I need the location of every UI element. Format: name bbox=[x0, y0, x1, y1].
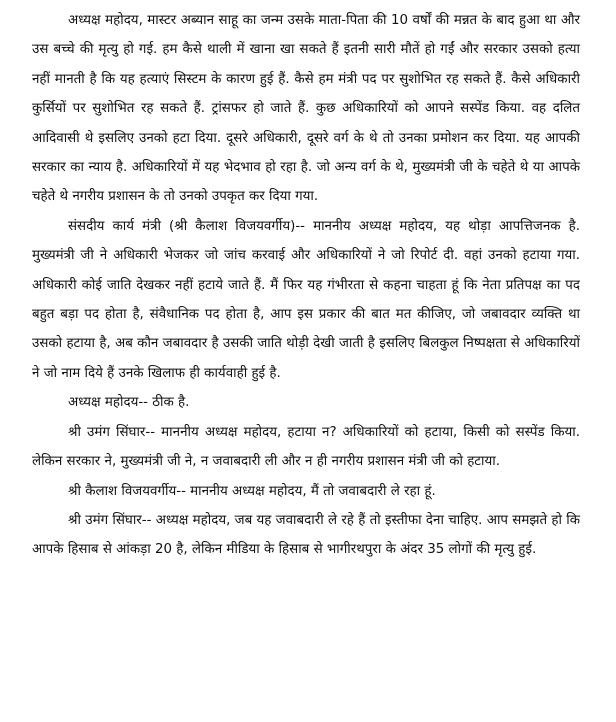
paragraph-speaker-opposition-1: अध्यक्ष महोदय, मास्टर अब्यान साहू का जन्म उसके माता-पिता की 10 वर्षों की मन्नत के बाद हुआ था और उस बच्चे की मृत्यु हो गई. हम कैसे थाली में खाना खा सकते हैं इतनी सारी मौतें हो गईं और सरकार उसको हत्या नहीं मानती है कि यह हत्याएं सिस्टम के कारण हुई हैं. कैसे हम मंत्री पद पर सुशोभित रह सकते हैं. कैसे अधिकारी कुर्सियों पर सुशोभित रह सकते हैं. ट्रांसफर हो जाते हैं. कुछ अधिकारियों को आपने सस्पेंड किया. वह दलित आदिवासी थे इसलिए उनको हटा दिया. दूसरे अधिकारी, दूसरे वर्ग के थे तो उनका प्रमोशन कर दिया. यह आपकी सरकार का न्याय है. अधिकारियों में यह भेदभाव हो रहा है. जो अन्य वर्ग के थे, मुख्यमंत्री जी के चहेते थे या आपके चहेते थे नगरीय प्रशासन के तो उनको उपकृत कर दिया गया. bbox=[32, 13, 580, 205]
paragraph-umang-singhar-1: श्री उमंग सिंघार-- माननीय अध्यक्ष महोदय, हटाया न? अधिकारियों को हटाया, किसी को सस्पेंड किया. लेकिन सरकार ने, मुख्यमंत्री जी ने, न जवाबदारी ली और न ही नगरीय प्रशासन मंत्री जी को हटाया. bbox=[32, 424, 580, 470]
paragraph-kailash-vijayvargiya: श्री कैलाश विजयवर्गीय-- माननीय अध्यक्ष महोदय, मैं तो जवाबदारी ले रहा हूं. bbox=[68, 483, 436, 499]
paragraph-speaker-chair: अध्यक्ष महोदय-- ठीक है. bbox=[68, 395, 190, 411]
paragraph-umang-singhar-2: श्री उमंग सिंघार-- अध्यक्ष महोदय, जब यह जवाबदारी ले रहे हैं तो इस्तीफा देना चाहिए. आप समझते हो कि आपके हिसाब से आंकड़ा 20 है, लेकिन मीडिया के हिसाब से भागीरथपुरा के अंदर 35 लोगों की मृत्यु हुई. bbox=[32, 512, 580, 558]
paragraph-minister-reply: संसदीय कार्य मंत्री (श्री कैलाश विजयवर्गीय)-- माननीय अध्यक्ष महोदय, यह थोड़ा आपत्तिजनक है. मुख्यमंत्री जी ने अधिकारी भेजकर जो जांच करवाई और अधिकारियों ने जो रिपोर्ट दी. वहां उनको हटाया गया. अधिकारी कोई जाति देखकर नहीं हटाये जाते हैं. मैं फिर यह गंभीरता से कहना चाहता हूं कि नेता प्रतिपक्ष का पद बहुत बड़ा पद होता है, संवैधानिक पद होता है, आप इस प्रकार की बात मत कीजिए, जो जबावदार व्यक्ति था उसको हटाया है, अब कौन जबावदार है उसकी जाति थोड़ी देखी जाती है इसलिए बिलकुल निष्पक्षता से अधिकारियों ने जो नाम दिये हैं उनके खिलाफ ही कार्यवाही हुई है. bbox=[32, 218, 580, 381]
